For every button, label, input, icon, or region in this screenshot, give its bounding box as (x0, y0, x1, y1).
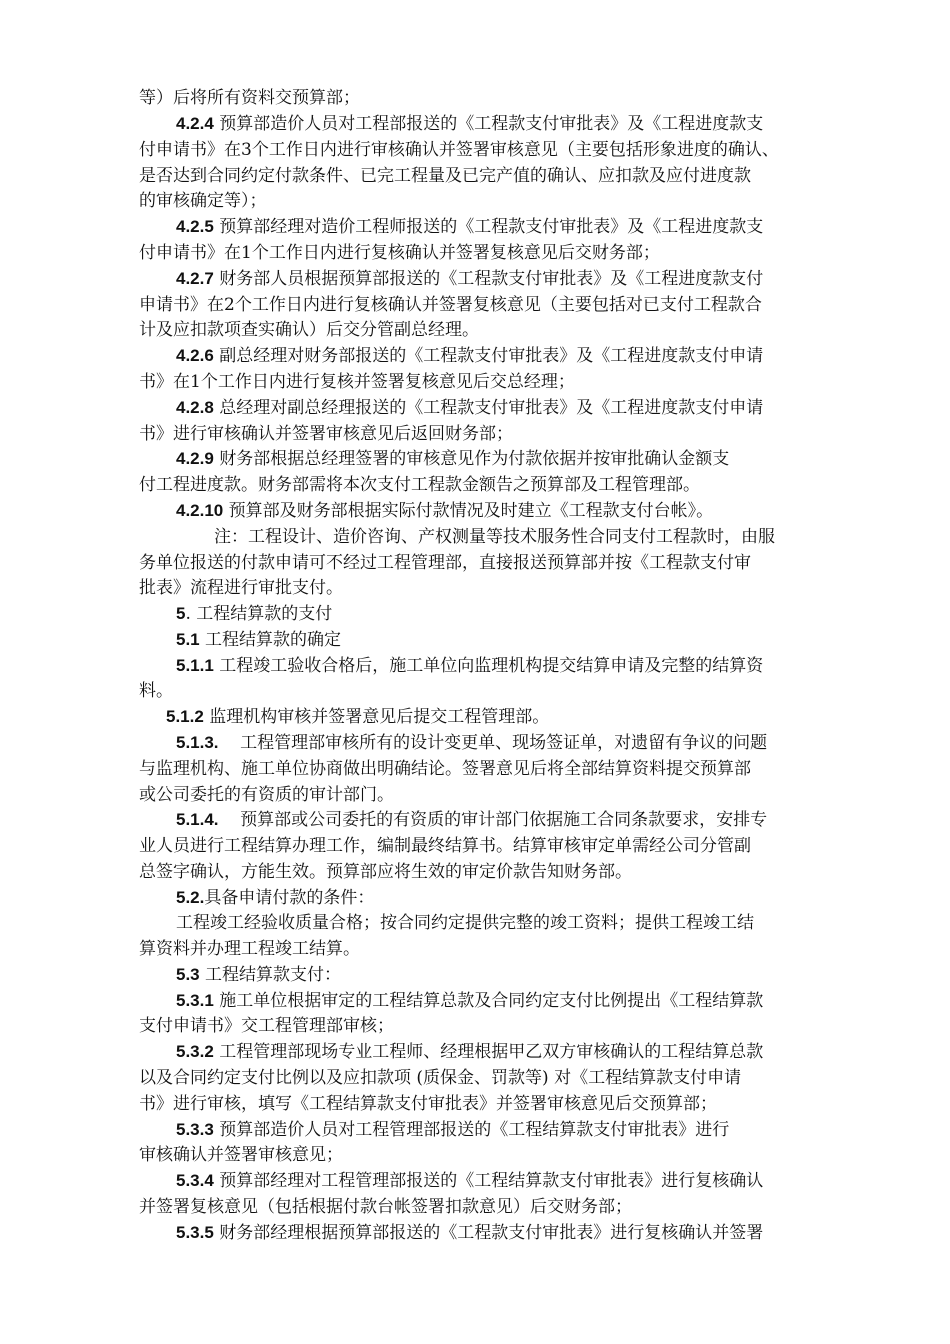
text-line: 付申请书》在1个工作日内进行复核确认并签署复核意见后交财务部； (139, 243, 660, 263)
text-line: 5.3.1 施工单位根据审定的工程结算总款及合同约定支付比例提出《工程结算款 (176, 991, 764, 1011)
text-line: 申请书》在2个工作日内进行复核确认并签署复核意见（主要包括对已支付工程款合 (139, 295, 762, 315)
section-number: 5.3.5 (176, 1223, 214, 1242)
text-line: 5.1.1 工程竣工验收合格后，施工单位向监理机构提交结算申请及完整的结算资 (176, 656, 764, 676)
text-line: 5.3.3 预算部造价人员对工程管理部报送的《工程结算款支付审批表》进行 (176, 1120, 730, 1140)
text-line: 5. 工程结算款的支付 (176, 604, 333, 624)
section-number: 5.2. (176, 888, 205, 907)
section-number: 5.1.2 (166, 707, 204, 726)
text-line: 支付申请书》交工程管理部审核； (139, 1016, 394, 1036)
text-line: 料。 (139, 681, 173, 701)
text-line: 5.1.2 监理机构审核并签署意见后提交工程管理部。 (166, 707, 550, 727)
section-number: 5.3.4 (176, 1171, 214, 1190)
text-line: 4.2.9 财务部根据总经理签署的审核意见作为付款依据并按审批确认金额支 (176, 449, 730, 469)
text-line: 4.2.10 预算部及财务部根据实际付款情况及时建立《工程款支付台帐》。 (176, 501, 714, 521)
section-number: 4.2.10 (176, 501, 224, 520)
text-line: 书》在1个工作日内进行复核并签署复核意见后交总经理； (139, 372, 575, 392)
text-line: 5.1.3. 工程管理部审核所有的设计变更单、现场签证单，对遗留有争议的问题 (176, 733, 768, 753)
text-line: 注：工程设计、造价咨询、产权测量等技术服务性合同支付工程款时，由服 (214, 527, 775, 547)
text-line: 并签署复核意见（包括根据付款台帐签署扣款意见）后交财务部； (139, 1197, 632, 1217)
text-line: 付申请书》在3个工作日内进行审核确认并签署审核意见（主要包括形象进度的确认、 (139, 140, 779, 160)
text-line: 付工程进度款。财务部需将本次支付工程款金额告之预算部及工程管理部。 (139, 475, 700, 495)
section-number: 4.2.6 (176, 346, 214, 365)
text-line: 5.3.4 预算部经理对工程管理部报送的《工程结算款支付审批表》进行复核确认 (176, 1171, 764, 1191)
text-line: 审核确认并签署审核意见； (139, 1145, 343, 1165)
text-line: 5.1 工程结算款的确定 (176, 630, 342, 650)
text-line: 总签字确认，方能生效。预算部应将生效的审定价款告知财务部。 (139, 862, 632, 882)
text-line: 5.1.4. 预算部或公司委托的有资质的审计部门依据施工合同条款要求，安排专 (176, 810, 768, 830)
section-number: 5.3 (176, 965, 200, 984)
section-number: 5.1.4. (176, 810, 219, 829)
section-number: 5.1.1 (176, 656, 214, 675)
text-line: 工程竣工经验收质量合格；按合同约定提供完整的竣工资料；提供工程竣工结 (176, 913, 754, 933)
text-line: 计及应扣款项查实确认）后交分管副总经理。 (139, 320, 479, 340)
text-line: 4.2.8 总经理对副总经理报送的《工程款支付审批表》及《工程进度款支付申请 (176, 398, 764, 418)
text-line: 批表》流程进行审批支付。 (139, 578, 343, 598)
text-line: 业人员进行工程结算办理工作，编制最终结算书。结算审核审定单需经公司分管副 (139, 836, 751, 856)
section-number: 5.3.1 (176, 991, 214, 1010)
text-line: 5.3.5 财务部经理根据预算部报送的《工程款支付审批表》进行复核确认并签署 (176, 1223, 764, 1243)
section-number: 5.1 (176, 630, 200, 649)
text-line: 书》进行审核确认并签署审核意见后返回财务部； (139, 424, 513, 444)
section-number: 5.3.3 (176, 1120, 214, 1139)
text-line: 书》进行审核，填写《工程结算款支付审批表》并签署审核意见后交预算部； (139, 1094, 717, 1114)
text-line: 5.2.具备申请付款的条件： (176, 888, 375, 908)
section-number: 4.2.9 (176, 449, 214, 468)
section-number: 4.2.7 (176, 269, 214, 288)
text-line: 的审核确定等）； (139, 191, 267, 211)
text-line: 4.2.7 财务部人员根据预算部报送的《工程款支付审批表》及《工程进度款支付 (176, 269, 764, 289)
section-number: 4.2.8 (176, 398, 214, 417)
section-number: 4.2.4 (176, 114, 214, 133)
text-line: 5.3 工程结算款支付： (176, 965, 342, 985)
text-line: 4.2.4 预算部造价人员对工程部报送的《工程款支付审批表》及《工程进度款支 (176, 114, 764, 134)
text-line: 4.2.6 副总经理对财务部报送的《工程款支付审批表》及《工程进度款支付申请 (176, 346, 764, 366)
text-line: 以及合同约定支付比例以及应扣款项 (质保金、罚款等) 对《工程结算款支付申请 (139, 1068, 742, 1088)
section-number: 5.1.3. (176, 733, 219, 752)
text-line: 5.3.2 工程管理部现场专业工程师、经理根据甲乙双方审核确认的工程结算总款 (176, 1042, 764, 1062)
text-line: 等）后将所有资料交预算部； (139, 88, 360, 108)
text-line: 是否达到合同约定付款条件、已完工程量及已完产值的确认、应扣款及应付进度款 (139, 166, 751, 186)
text-line: 与监理机构、施工单位协商做出明确结论。签署意见后将全部结算资料提交预算部 (139, 759, 751, 779)
text-line: 务单位报送的付款申请可不经过工程管理部，直接报送预算部并按《工程款支付审 (139, 553, 751, 573)
section-number: 5 (176, 604, 186, 623)
section-number: 4.2.5 (176, 217, 214, 236)
text-line: 算资料并办理工程竣工结算。 (139, 939, 360, 959)
text-line: 或公司委托的有资质的审计部门。 (139, 785, 394, 805)
text-line: 4.2.5 预算部经理对造价工程师报送的《工程款支付审批表》及《工程进度款支 (176, 217, 764, 237)
section-number: 5.3.2 (176, 1042, 214, 1061)
